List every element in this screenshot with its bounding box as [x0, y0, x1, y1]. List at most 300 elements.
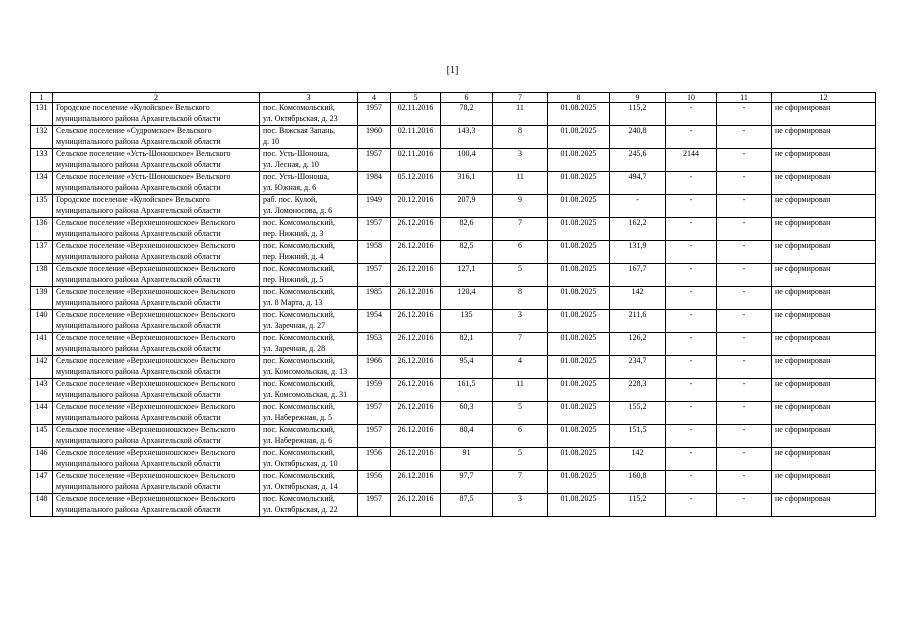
settlement-cell-line: Сельское поселение «Усть-Шоношское» Вельского [56, 149, 231, 158]
settlement-cell [53, 494, 260, 517]
address-cell-line: пос. Комсомольский, [263, 356, 335, 365]
settlement-cell [53, 172, 260, 195]
address-cell-line: ул. Набережная, д. 5 [263, 412, 333, 422]
row-number: 147 [31, 471, 53, 494]
area-cell: 80,4 [441, 425, 493, 448]
address-cell-line: ул. Комсомольская, д. 31 [263, 389, 348, 399]
col11-cell: - [717, 310, 772, 333]
settlement-cell-line: муниципального района Архангельской области [56, 297, 221, 307]
settlement-cell-line: Сельское поселение «Верхнешоношское» Вельского [56, 241, 236, 250]
settlement-cell [53, 126, 260, 149]
column-header-8: 8 [548, 93, 610, 103]
settlement-cell-line: муниципального района Архангельской области [56, 458, 221, 468]
settlement-cell-line: Сельское поселение «Верхнешоношское» Вельского [56, 356, 236, 365]
area-cell: 60,3 [441, 402, 493, 425]
settlement-cell-line: Сельское поселение «Верхнешоношское» Вельского [56, 287, 236, 296]
address-cell [260, 218, 358, 241]
date-cell: 26.12.2016 [391, 448, 441, 471]
status-cell: не сформирован [772, 333, 876, 356]
row-number: 135 [31, 195, 53, 218]
address-cell-line: ул. Лесная, д. 10 [263, 159, 319, 169]
date2-cell: 01.08.2025 [548, 172, 610, 195]
date-cell: 26.12.2016 [391, 310, 441, 333]
settlement-cell-line: муниципального района Архангельской области [56, 251, 221, 261]
address-cell [260, 195, 358, 218]
status-cell: не сформирован [772, 494, 876, 517]
area-cell: 127,1 [441, 264, 493, 287]
date2-cell: 01.08.2025 [548, 103, 610, 126]
date2-cell: 01.08.2025 [548, 241, 610, 264]
count-cell: 8 [493, 287, 548, 310]
address-cell-line: пер. Нижний, д. 5 [263, 274, 324, 284]
col11-cell: - [717, 241, 772, 264]
status-cell: не сформирован [772, 218, 876, 241]
status-cell: не сформирован [772, 103, 876, 126]
date-cell: 26.12.2016 [391, 494, 441, 517]
address-cell-line: пос. Усть-Шоноша, [263, 172, 330, 181]
count-cell: 3 [493, 149, 548, 172]
year-cell: 1957 [358, 402, 391, 425]
settlement-cell-line: Сельское поселение «Верхнешоношское» Вельского [56, 471, 236, 480]
col11-cell: - [717, 287, 772, 310]
col11-cell: - [717, 172, 772, 195]
col9-cell: - [610, 195, 666, 218]
date2-cell: 01.08.2025 [548, 448, 610, 471]
column-header-2: 2 [53, 93, 260, 103]
column-header-7: 7 [493, 93, 548, 103]
settlement-cell [53, 218, 260, 241]
address-cell-line: пос. Комсомольский, [263, 471, 335, 480]
table-row [31, 425, 876, 448]
address-cell-line: ул. Комсомольская, д. 13 [263, 366, 348, 376]
settlement-cell [53, 448, 260, 471]
address-cell-line: пер. Нижний, д. 3 [263, 228, 324, 238]
address-cell-line: ул. Октябрьская, д. 10 [263, 458, 338, 468]
address-cell [260, 126, 358, 149]
date-cell: 26.12.2016 [391, 218, 441, 241]
address-cell-line: ул. Заречная, д. 27 [263, 320, 326, 330]
address-cell [260, 172, 358, 195]
col11-cell: - [717, 126, 772, 149]
col11-cell: - [717, 379, 772, 402]
area-cell: 82,5 [441, 241, 493, 264]
address-cell [260, 310, 358, 333]
count-cell: 9 [493, 195, 548, 218]
settlement-cell-line: Сельское поселение «Верхнешоношское» Вельского [56, 494, 236, 503]
col9-cell: 211,6 [610, 310, 666, 333]
area-cell: 120,4 [441, 287, 493, 310]
settlement-cell-line: Сельское поселение «Верхнешоношское» Вельского [56, 425, 236, 434]
settlement-cell [53, 241, 260, 264]
settlement-cell-line: муниципального района Архангельской области [56, 504, 221, 514]
col9-cell: 234,7 [610, 356, 666, 379]
settlement-cell [53, 471, 260, 494]
col10-cell: 2144 [666, 149, 717, 172]
col9-cell: 245,6 [610, 149, 666, 172]
year-cell: 1985 [358, 287, 391, 310]
col10-cell: - [666, 379, 717, 402]
settlement-cell-line: муниципального района Архангельской области [56, 113, 221, 123]
col9-cell: 494,7 [610, 172, 666, 195]
column-header-4: 4 [358, 93, 391, 103]
address-cell-line: пос. Комсомольский, [263, 448, 335, 457]
area-cell: 78,2 [441, 103, 493, 126]
address-cell-line: ул. Октябрьская, д. 14 [263, 481, 338, 491]
col10-cell: - [666, 103, 717, 126]
area-cell: 207,9 [441, 195, 493, 218]
status-cell: не сформирован [772, 379, 876, 402]
col11-cell: - [717, 264, 772, 287]
table-row [31, 172, 876, 195]
row-number: 140 [31, 310, 53, 333]
row-number: 138 [31, 264, 53, 287]
col11-cell: - [717, 425, 772, 448]
date2-cell: 01.08.2025 [548, 333, 610, 356]
settlement-cell-line: муниципального района Архангельской области [56, 320, 221, 330]
col9-cell: 162,2 [610, 218, 666, 241]
address-cell-line: ул. Заречная, д. 28 [263, 343, 326, 353]
row-number: 134 [31, 172, 53, 195]
row-number: 146 [31, 448, 53, 471]
address-cell [260, 471, 358, 494]
area-cell: 100,4 [441, 149, 493, 172]
address-cell-line: пос. Комсомольский, [263, 241, 335, 250]
col10-cell: - [666, 471, 717, 494]
date2-cell: 01.08.2025 [548, 356, 610, 379]
address-cell-line: ул. Ломоносова, д. 6 [263, 205, 333, 215]
col10-cell: - [666, 172, 717, 195]
address-cell [260, 333, 358, 356]
col9-cell: 240,8 [610, 126, 666, 149]
col10-cell: - [666, 448, 717, 471]
table-row [31, 310, 876, 333]
column-header-6: 6 [441, 93, 493, 103]
table-row [31, 103, 876, 126]
col10-cell: - [666, 402, 717, 425]
count-cell: 5 [493, 448, 548, 471]
date-cell: 26.12.2016 [391, 425, 441, 448]
table-row [31, 356, 876, 379]
settlement-cell [53, 149, 260, 172]
area-cell: 143,3 [441, 126, 493, 149]
settlement-cell-line: муниципального района Архангельской области [56, 205, 221, 215]
table-row [31, 494, 876, 517]
count-cell: 8 [493, 126, 548, 149]
year-cell: 1957 [358, 149, 391, 172]
table-row [31, 149, 876, 172]
count-cell: 11 [493, 103, 548, 126]
column-header-11: 11 [717, 93, 772, 103]
count-cell: 3 [493, 494, 548, 517]
col9-cell: 142 [610, 287, 666, 310]
count-cell: 11 [493, 172, 548, 195]
address-cell [260, 402, 358, 425]
area-cell: 135 [441, 310, 493, 333]
date2-cell: 01.08.2025 [548, 264, 610, 287]
count-cell: 5 [493, 264, 548, 287]
settlement-cell-line: Сельское поселение «Верхнешоношское» Вельского [56, 402, 236, 411]
col10-cell: - [666, 333, 717, 356]
settlement-cell-line: муниципального района Архангельской области [56, 182, 221, 192]
registry-table [30, 92, 876, 517]
date-cell: 26.12.2016 [391, 333, 441, 356]
settlement-cell [53, 379, 260, 402]
settlement-cell [53, 425, 260, 448]
address-cell-line: пос. Комсомольский, [263, 103, 335, 112]
status-cell: не сформирован [772, 402, 876, 425]
settlement-cell-line: муниципального района Архангельской области [56, 343, 221, 353]
col11-cell: - [717, 471, 772, 494]
settlement-cell-line: Сельское поселение «Судромское» Вельского [56, 126, 212, 135]
date-cell: 26.12.2016 [391, 471, 441, 494]
status-cell: не сформирован [772, 126, 876, 149]
status-cell: не сформирован [772, 287, 876, 310]
col11-cell: - [717, 333, 772, 356]
page-number: [1] [446, 65, 459, 76]
row-number: 136 [31, 218, 53, 241]
table-row [31, 218, 876, 241]
row-number: 139 [31, 287, 53, 310]
settlement-cell-line: муниципального района Архангельской области [56, 228, 221, 238]
col11-cell: - [717, 494, 772, 517]
area-cell: 316,1 [441, 172, 493, 195]
address-cell-line: пер. Нижний, д. 4 [263, 251, 324, 261]
table-row [31, 333, 876, 356]
address-cell-line: ул. Октябрьская, д. 22 [263, 504, 338, 514]
address-cell-line: пос. Комсомольский, [263, 425, 335, 434]
row-number: 145 [31, 425, 53, 448]
year-cell: 1949 [358, 195, 391, 218]
table-header-row [31, 93, 876, 103]
col10-cell: - [666, 425, 717, 448]
column-header-5: 5 [391, 93, 441, 103]
status-cell: не сформирован [772, 149, 876, 172]
date-cell: 05.12.2016 [391, 172, 441, 195]
row-number: 133 [31, 149, 53, 172]
status-cell: не сформирован [772, 241, 876, 264]
status-cell: не сформирован [772, 264, 876, 287]
column-header-3: 3 [260, 93, 358, 103]
date-cell: 02.11.2016 [391, 103, 441, 126]
row-number: 141 [31, 333, 53, 356]
year-cell: 1956 [358, 448, 391, 471]
area-cell: 91 [441, 448, 493, 471]
settlement-cell [53, 195, 260, 218]
settlement-cell-line: муниципального района Архангельской области [56, 274, 221, 284]
count-cell: 6 [493, 425, 548, 448]
settlement-cell [53, 356, 260, 379]
year-cell: 1960 [358, 126, 391, 149]
date2-cell: 01.08.2025 [548, 379, 610, 402]
settlement-cell-line: Сельское поселение «Верхнешоношское» Вельского [56, 448, 236, 457]
settlement-cell-line: муниципального района Архангельской области [56, 389, 221, 399]
count-cell: 4 [493, 356, 548, 379]
count-cell: 6 [493, 241, 548, 264]
address-cell-line: пос. Важская Запань, [263, 126, 336, 135]
table-body [31, 103, 876, 517]
col11-cell: - [717, 356, 772, 379]
table-row [31, 287, 876, 310]
row-number: 132 [31, 126, 53, 149]
col9-cell: 115,2 [610, 494, 666, 517]
settlement-cell-line: Сельское поселение «Верхнешоношское» Вельского [56, 379, 236, 388]
settlement-cell [53, 402, 260, 425]
table-row [31, 379, 876, 402]
settlement-cell-line: муниципального района Архангельской области [56, 481, 221, 491]
address-cell-line: пос. Комсомольский, [263, 379, 335, 388]
address-cell-line: пос. Усть-Шоноша, [263, 149, 330, 158]
date-cell: 26.12.2016 [391, 402, 441, 425]
count-cell: 11 [493, 379, 548, 402]
year-cell: 1957 [358, 494, 391, 517]
area-cell: 97,7 [441, 471, 493, 494]
col10-cell: - [666, 494, 717, 517]
date-cell: 02.11.2016 [391, 149, 441, 172]
col9-cell: 142 [610, 448, 666, 471]
count-cell: 7 [493, 218, 548, 241]
count-cell: 7 [493, 333, 548, 356]
col9-cell: 151,5 [610, 425, 666, 448]
date-cell: 26.12.2016 [391, 379, 441, 402]
address-cell-line: ул. 8 Марта, д. 13 [263, 297, 323, 307]
settlement-cell [53, 287, 260, 310]
year-cell: 1957 [358, 425, 391, 448]
address-cell-line: пос. Комсомольский, [263, 402, 335, 411]
table-row [31, 241, 876, 264]
date-cell: 26.12.2016 [391, 356, 441, 379]
settlement-cell-line: Сельское поселение «Верхнешоношское» Вельского [56, 218, 236, 227]
date-cell: 20.12.2016 [391, 195, 441, 218]
col9-cell: 167,7 [610, 264, 666, 287]
status-cell: не сформирован [772, 195, 876, 218]
count-cell: 7 [493, 471, 548, 494]
year-cell: 1954 [358, 310, 391, 333]
settlement-cell [53, 310, 260, 333]
address-cell-line: пос. Комсомольский, [263, 287, 335, 296]
col11-cell: - [717, 149, 772, 172]
col10-cell: - [666, 310, 717, 333]
col9-cell: 160,8 [610, 471, 666, 494]
date2-cell: 01.08.2025 [548, 310, 610, 333]
col10-cell: - [666, 356, 717, 379]
col10-cell: - [666, 195, 717, 218]
address-cell [260, 356, 358, 379]
year-cell: 1966 [358, 356, 391, 379]
year-cell: 1959 [358, 379, 391, 402]
address-cell [260, 264, 358, 287]
settlement-cell-line: Сельское поселение «Верхнешоношское» Вельского [56, 264, 236, 273]
table-row [31, 402, 876, 425]
table-row [31, 195, 876, 218]
row-number: 148 [31, 494, 53, 517]
address-cell-line: пос. Комсомольский, [263, 333, 335, 342]
col11-cell: - [717, 402, 772, 425]
col11-cell: - [717, 218, 772, 241]
status-cell: не сформирован [772, 448, 876, 471]
address-cell [260, 425, 358, 448]
settlement-cell-line: Сельское поселение «Верхнешоношское» Вельского [56, 333, 236, 342]
col9-cell: 228,3 [610, 379, 666, 402]
date2-cell: 01.08.2025 [548, 494, 610, 517]
col10-cell: - [666, 126, 717, 149]
settlement-cell-line: Сельское поселение «Усть-Шоношское» Вельского [56, 172, 231, 181]
address-cell-line: раб. пос. Кулой, [263, 195, 318, 204]
settlement-cell [53, 264, 260, 287]
address-cell [260, 287, 358, 310]
col9-cell: 115,2 [610, 103, 666, 126]
row-number: 137 [31, 241, 53, 264]
table-row [31, 264, 876, 287]
area-cell: 87,5 [441, 494, 493, 517]
address-cell [260, 379, 358, 402]
col10-cell: - [666, 287, 717, 310]
address-cell-line: пос. Комсомольский, [263, 264, 335, 273]
date2-cell: 01.08.2025 [548, 402, 610, 425]
settlement-cell [53, 103, 260, 126]
date-cell: 02.11.2016 [391, 126, 441, 149]
date2-cell: 01.08.2025 [548, 149, 610, 172]
year-cell: 1984 [358, 172, 391, 195]
status-cell: не сформирован [772, 425, 876, 448]
row-number: 144 [31, 402, 53, 425]
area-cell: 161,5 [441, 379, 493, 402]
row-number: 143 [31, 379, 53, 402]
date-cell: 26.12.2016 [391, 241, 441, 264]
date2-cell: 01.08.2025 [548, 471, 610, 494]
year-cell: 1953 [358, 333, 391, 356]
row-number: 131 [31, 103, 53, 126]
table-row [31, 448, 876, 471]
date2-cell: 01.08.2025 [548, 126, 610, 149]
column-header-12: 12 [772, 93, 876, 103]
area-cell: 95,4 [441, 356, 493, 379]
date-cell: 26.12.2016 [391, 264, 441, 287]
year-cell: 1957 [358, 218, 391, 241]
count-cell: 5 [493, 402, 548, 425]
settlement-cell-line: муниципального района Архангельской области [56, 366, 221, 376]
address-cell-line: пос. Комсомольский, [263, 494, 335, 503]
year-cell: 1958 [358, 241, 391, 264]
address-cell-line: ул. Набережная, д. 6 [263, 435, 333, 445]
address-cell-line: ул. Октябрьская, д. 23 [263, 113, 338, 123]
address-cell-line: ул. Южная, д. 6 [263, 182, 317, 192]
col11-cell: - [717, 448, 772, 471]
column-header-10: 10 [666, 93, 717, 103]
col9-cell: 131,9 [610, 241, 666, 264]
column-header-1: 1 [31, 93, 53, 103]
count-cell: 3 [493, 310, 548, 333]
area-cell: 82,1 [441, 333, 493, 356]
col9-cell: 155,2 [610, 402, 666, 425]
address-cell-line: пос. Комсомольский, [263, 310, 335, 319]
address-cell [260, 448, 358, 471]
col10-cell: - [666, 218, 717, 241]
settlement-cell-line: Сельское поселение «Верхнешоношское» Вельского [56, 310, 236, 319]
address-cell [260, 241, 358, 264]
date2-cell: 01.08.2025 [548, 218, 610, 241]
year-cell: 1956 [358, 471, 391, 494]
address-cell [260, 103, 358, 126]
date2-cell: 01.08.2025 [548, 195, 610, 218]
year-cell: 1957 [358, 264, 391, 287]
col9-cell: 126,2 [610, 333, 666, 356]
address-cell [260, 494, 358, 517]
column-header-9: 9 [610, 93, 666, 103]
row-number: 142 [31, 356, 53, 379]
col10-cell: - [666, 241, 717, 264]
settlement-cell-line: Городское поселение «Кулойское» Вельского [56, 195, 210, 204]
settlement-cell-line: муниципального района Архангельской области [56, 435, 221, 445]
